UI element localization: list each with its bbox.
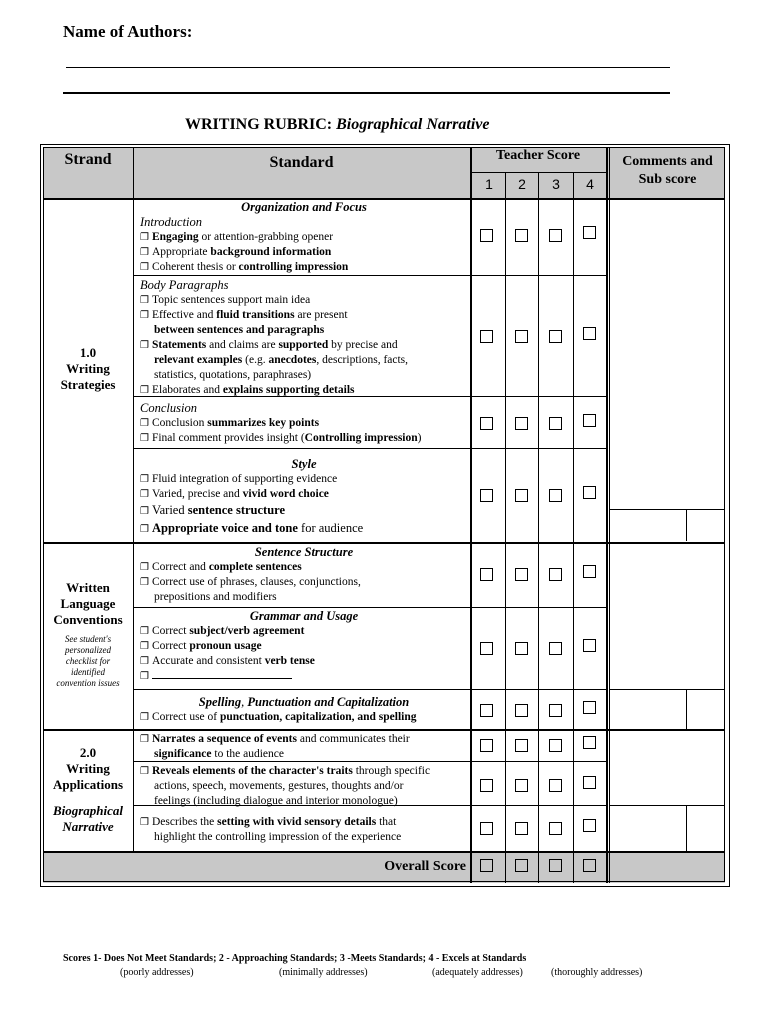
score-checkbox[interactable] [515, 229, 528, 242]
section-body-paragraphs: Body Paragraphs ❐ Topic sentences support main idea ❐ Effective and fluid transitions are present between sentences and paragraphs ❐ Statements and claims are supported by precise and relevant examples (e.g. anecdotes, descriptions, facts, statistics, quotations, paraphrases) ❐ Elaborates and explains supporting details [140, 278, 409, 396]
section-organization-intro: Organization and Focus Introduction ❐ Engaging or attention-grabbing opener ❐ Appropriate background information ❐ Coherent thesis or controlling impression [140, 200, 367, 273]
score-checkbox[interactable] [583, 776, 596, 789]
score-checkbox[interactable] [583, 859, 596, 872]
score-checkbox[interactable] [583, 486, 596, 499]
score-checkbox[interactable] [583, 565, 596, 578]
score-checkbox[interactable] [515, 822, 528, 835]
score-checkbox[interactable] [480, 704, 493, 717]
score-checkbox[interactable] [583, 327, 596, 340]
strand-writing-strategies: 1.0 Writing Strategies [60, 345, 116, 392]
score-checkbox[interactable] [549, 568, 562, 581]
legend-sub-1: (poorly addresses) [120, 967, 194, 978]
author-line-2[interactable] [63, 92, 670, 94]
score-checkbox[interactable] [549, 822, 562, 835]
score-checkbox[interactable] [549, 859, 562, 872]
legend-sub-4: (thoroughly addresses) [551, 967, 643, 978]
score-col-2: 2 [518, 176, 526, 192]
legend-sub-3: (adequately addresses) [432, 967, 523, 978]
score-checkbox[interactable] [549, 330, 562, 343]
standard-header: Standard [269, 154, 334, 171]
score-checkbox[interactable] [480, 330, 493, 343]
score-checkbox[interactable] [583, 701, 596, 714]
score-checkbox[interactable] [549, 417, 562, 430]
score-checkbox[interactable] [480, 739, 493, 752]
score-checkbox[interactable] [549, 739, 562, 752]
score-col-3: 3 [552, 176, 560, 192]
score-checkbox[interactable] [515, 779, 528, 792]
score-checkbox[interactable] [583, 639, 596, 652]
subscore-writing-strategies[interactable] [611, 510, 685, 541]
teacher-score-header: Teacher Score [495, 148, 581, 163]
score-checkbox[interactable] [515, 489, 528, 502]
score-checkbox[interactable] [480, 642, 493, 655]
section-grammar-usage: Grammar and Usage ❐ Correct subject/verb agreement ❐ Correct pronoun usage ❐ Accurate and consistent verb tense ❐ [140, 609, 359, 682]
overall-score-label: Overall Score [384, 859, 466, 874]
section-style: Style ❐ Fluid integration of supporting evidence ❐ Varied, precise and vivid word choice ❐ Varied sentence structure ❐ Appropriate voice and tone for audience [140, 457, 364, 535]
section-app-traits: ❐ Reveals elements of the character's traits through specific actions, speech, movements, gestures, thoughts and/or feelings (including dialogue and interior monologue) [140, 765, 431, 807]
score-checkbox[interactable] [583, 736, 596, 749]
section-app-sequence: ❐ Narrates a sequence of events and communicates their significance to the audience [140, 733, 410, 760]
score-checkbox[interactable] [549, 229, 562, 242]
comments-applications[interactable] [611, 731, 724, 804]
score-checkbox[interactable] [515, 704, 528, 717]
score-checkbox[interactable] [480, 417, 493, 430]
score-checkbox[interactable] [515, 568, 528, 581]
subscore-applications[interactable] [611, 806, 685, 850]
grammar-blank-line[interactable] [152, 669, 292, 679]
score-checkbox[interactable] [480, 779, 493, 792]
strand-writing-applications: 2.0 Writing Applications Biographical Narrative [52, 745, 124, 834]
score-checkbox[interactable] [480, 568, 493, 581]
comments-writing-strategies[interactable] [611, 200, 724, 508]
score-checkbox[interactable] [583, 414, 596, 427]
score-checkbox[interactable] [583, 819, 596, 832]
score-checkbox[interactable] [549, 642, 562, 655]
convention-note: See student's personalized checklist for identified convention issues [56, 634, 120, 688]
section-app-setting: ❐ Describes the setting with vivid sensory details that highlight the controlling impression of the experience [140, 816, 402, 843]
score-checkbox[interactable] [480, 489, 493, 502]
strand-header: Strand [64, 151, 112, 168]
score-checkbox[interactable] [515, 859, 528, 872]
author-line-1[interactable] [66, 67, 670, 68]
score-checkbox[interactable] [549, 704, 562, 717]
subscore-conventions[interactable] [611, 690, 685, 728]
score-checkbox[interactable] [549, 489, 562, 502]
rubric-table [40, 144, 730, 887]
score-checkbox[interactable] [480, 229, 493, 242]
rubric-title: WRITING RUBRIC: Biographical Narrative [185, 116, 490, 133]
section-spelling: Spelling, Punctuation and Capitalization ❐ Correct use of punctuation, capitalization, and spelling [140, 695, 417, 723]
legend-sub-2: (minimally addresses) [279, 967, 368, 978]
score-col-1: 1 [485, 176, 493, 192]
section-conclusion: Conclusion ❐ Conclusion summarizes key points ❐ Final comment provides insight (Controlling impression) [140, 401, 422, 444]
section-sentence-structure: Sentence Structure ❐ Correct and complete sentences ❐ Correct use of phrases, clauses, conjunctions, prepositions and modifiers [140, 545, 361, 603]
score-checkbox[interactable] [515, 417, 528, 430]
score-checkbox[interactable] [480, 859, 493, 872]
score-checkbox[interactable] [515, 330, 528, 343]
strand-written-conventions: Written Language Conventions See student's personalized checklist for identified convention issues [43, 580, 133, 689]
score-legend: Scores 1- Does Not Meet Standards; 2 - Approaching Standards; 3 -Meets Standards; 4 - Excels at Standards [63, 953, 527, 964]
name-of-authors-label: Name of Authors: [63, 22, 193, 41]
score-checkbox[interactable] [480, 822, 493, 835]
score-checkbox[interactable] [583, 226, 596, 239]
comments-header: Comments and Sub score [622, 154, 713, 187]
score-checkbox[interactable] [549, 779, 562, 792]
comments-conventions[interactable] [611, 544, 724, 688]
score-checkbox[interactable] [515, 739, 528, 752]
score-col-4: 4 [586, 176, 594, 192]
score-checkbox[interactable] [515, 642, 528, 655]
